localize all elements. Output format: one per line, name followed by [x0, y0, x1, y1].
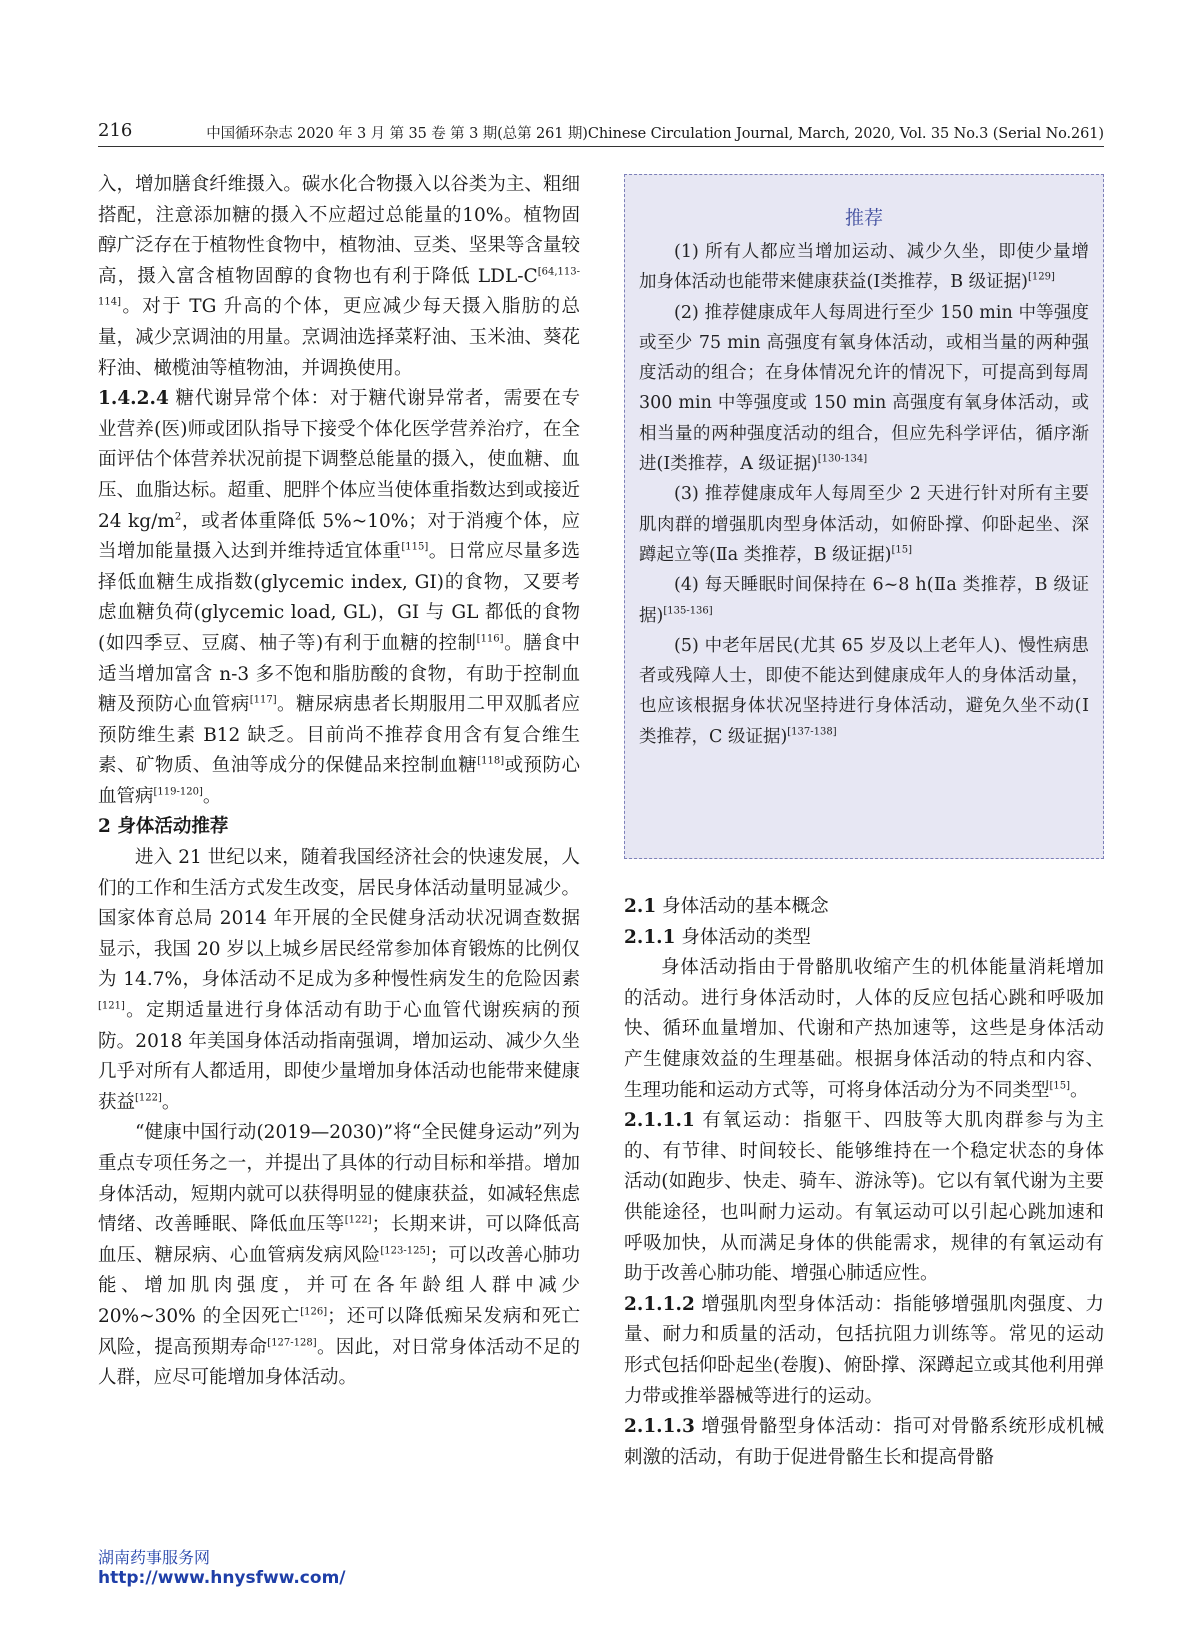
citation: [64,113-114] [98, 266, 580, 308]
citation: [119-120] [153, 786, 203, 798]
section-2-1-1-3: 2.1.1.3 增强骨骼型身体活动：指可对骨骼系统形成机械刺激的活动，有助于促进骨骼生长和提高骨骼 [624, 1416, 1104, 1468]
citation: [129] [1028, 271, 1055, 283]
citation: [123-125] [380, 1245, 430, 1257]
section-2-1-1-2: 2.1.1.2 增强肌肉型身体活动：指能够增强肌肉强度、力量、耐力和质量的活动，包括抗阻力训练等。常见的运动形式包括仰卧起坐(卷腹)、俯卧撑、深蹲起立或其他利用弹力带或推举器械等进行的运动。 [624, 1293, 1104, 1407]
citation: [130-134] [817, 453, 868, 465]
running-header [98, 120, 1104, 146]
paragraph-activity-definition: 身体活动指由于骨骼肌收缩产生的机体能量消耗增加的活动。进行身体活动时，人体的反应包括心跳和呼吸加快、循环血量增加、代谢和产热加速等，这些是身体活动产生健康效益的生理基础。根据身体活动的特点和内容、生理功能和运动方式等，可将身体活动分为不同类型[15]。 [624, 957, 1104, 1101]
citation: [137-138] [787, 726, 837, 738]
citation: [116] [476, 633, 504, 645]
citation: [121] [98, 1000, 125, 1012]
citation: [122] [344, 1214, 372, 1226]
citation: [115] [401, 541, 429, 553]
recommendation-3: (3) 推荐健康成年人每周至少 2 天进行针对所有主要肌肉群的增强肌肉型身体活动，如俯卧撑、仰卧起坐、深蹲起立等(Ⅱa 类推荐，B 级证据)[15] [639, 484, 1089, 565]
section-2-1-1-1: 2.1.1.1 有氧运动：指躯干、四肢等大肌肉群参与为主的、有节律、时间较长、能够维持在一个稳定状态的身体活动(如跑步、快走、骑车、游泳等)。它以有氧代谢为主要供能途径，也叫耐力运动。有氧运动可以引起心跳加速和呼吸加快，从而满足身体的供能需求，规律的有氧运动有助于改善心肺功能、增强心肺适应性。 [624, 1110, 1104, 1285]
recommendation-4: (4) 每天睡眠时间保持在 6~8 h(Ⅱa 类推荐，B 级证据)[135-136] [639, 575, 1089, 626]
citation: [117] [249, 694, 277, 706]
heading-physical-activity: 2 身体活动推荐 [98, 816, 229, 838]
paragraph-healthy-china: “健康中国行动(2019—2030)”将“全民健身运动”列为重点专项任务之一，并提出了具体的行动目标和举措。增加身体活动，短期内就可以获得明显的健康获益，如减轻焦虑情绪、改善睡眠、降低血压等[122]；长期来讲，可以降低高血压、糖尿病、心血管病发病风险[123-125]；可以改善心肺功能、增加肌肉强度，并可在各年龄组人群中减少 20%~30% 的全因死亡[126]；还可以降低痴呆发病和死亡风险，提高预期寿命[127-128]。因此，对日常身体活动不足的人群，应尽可能增加身体活动。 [98, 1122, 580, 1389]
recommendation-5: (5) 中老年居民(尤其 65 岁及以上老年人)、慢性病患者或残障人士，即使不能达到健康成年人的身体活动量，也应该根据身体状况坚持进行身体活动，避免久坐不动(Ⅰ类推荐，C 级证据)[137-138] [639, 635, 1089, 747]
citation: [127-128] [267, 1337, 317, 1349]
section-number: 1.4.2.4 [98, 388, 169, 410]
page-number: 216 [98, 120, 133, 141]
site-url[interactable]: http://www.hnysfww.com/ [98, 1568, 346, 1588]
recommendation-title: 推荐 [844, 207, 883, 229]
paragraph-plant-sterol: 入，增加膳食纤维摄入。碳水化合物摄入以谷类为主、粗细搭配，注意添加糖的摄入不应超过总能量的10%。植物固醇广泛存在于植物性食物中，植物油、豆类、坚果等含量较高，摄入富含植物固醇的食物也有利于降低 LDL-C[64,113-114]。对于 TG 升高的个体，更应减少每天摄入脂肪的总量，减少烹调油的用量。烹调油选择菜籽油、玉米油、葵花籽油、橄榄油等植物油，并调换使用。 [98, 174, 580, 379]
watermark-footer [98, 1545, 346, 1588]
journal-citation: 中国循环杂志 2020 年 3 月 第 35 卷 第 3 期(总第 261 期)Chinese Circulation Journal, March, 2020, Vol. 35 No.3 (Serial No.261) [206, 126, 1104, 142]
citation: [135-136] [663, 605, 713, 617]
citation: [126] [300, 1306, 328, 1318]
citation: [122] [135, 1092, 162, 1104]
recommendation-2: (2) 推荐健康成年人每周进行至少 150 min 中等强度或至少 75 min 高强度有氧身体活动，或相当量的两种强度活动的组合；在身体情况允许的情况下，可提高到每周 300 min 中等强度或 150 min 高强度有氧身体活动，或相当量的两种强度活动的组合，但应先科学评估，循序渐进(Ⅰ类推荐，A 级证据)[130-134] [639, 302, 1089, 475]
citation: [118] [477, 755, 505, 767]
recommendation-box [624, 174, 1104, 859]
paragraph-intro: 进入 21 世纪以来，随着我国经济社会的快速发展，人们的工作和生活方式发生改变，居民身体活动量明显减少。国家体育总局 2014 年开展的全民健身活动状况调查数据显示，我国 20 岁以上城乡居民经常参加体育锻炼的比例仅为 14.7%，身体活动不足成为多种慢性病发生的危险因素[121]。定期适量进行身体活动有助于心血管代谢疾病的预防。2018 年美国身体活动指南强调，增加运动、减少久坐几乎对所有人都适用，即使少量增加身体活动也能带来健康获益[122]。 [98, 847, 580, 1113]
header-rule [98, 146, 1104, 147]
left-column [98, 170, 580, 1394]
heading-2-1-1: 2.1.1 身体活动的类型 [624, 926, 811, 948]
citation: [15] [891, 544, 912, 556]
section-1-4-2-4: 1.4.2.4 糖代谢异常个体：对于糖代谢异常者，需要在专业营养(医)师或团队指导下接受个体化医学营养治疗，在全面评估个体营养状况前提下调整总能量的摄入，使血糖、血压、血脂达标。超重、肥胖个体应当使体重指数达到或接近 24 $kg/m^2$，或者体重降低 5%~10%；对于消瘦个体，应当增加能量摄入达到并维持适宜体重[115]。日常应尽量多选择低血糖生成指数(glycemic index, GI)的食物，又要考虑血糖负荷(glycemic load, GL)，GI 与 GL 都低的食物(如四季豆、豆腐、柚子等)有利于血糖的控制[116]。膳食中适当增加富含 n-3 多不饱和脂肪酸的食物，有助于控制血糖及预防心血管病[117]。糖尿病患者长期服用二甲双胍者应预防维生素 B12 缺乏。目前尚不推荐食用含有复合维生素、矿物质、鱼油等成分的保健品来控制血糖[118]或预防心血管病[119-120]。 [98, 388, 580, 807]
recommendation-1: (1) 所有人都应当增加运动、减少久坐，即使少量增加身体活动也能带来健康获益(Ⅰ类推荐，B 级证据)[129] [639, 242, 1089, 293]
citation: [15] [1049, 1080, 1071, 1092]
right-column [624, 892, 1104, 1473]
heading-2-1: 2.1 身体活动的基本概念 [624, 896, 829, 917]
site-name: 湖南药事服务网 [98, 1548, 211, 1567]
